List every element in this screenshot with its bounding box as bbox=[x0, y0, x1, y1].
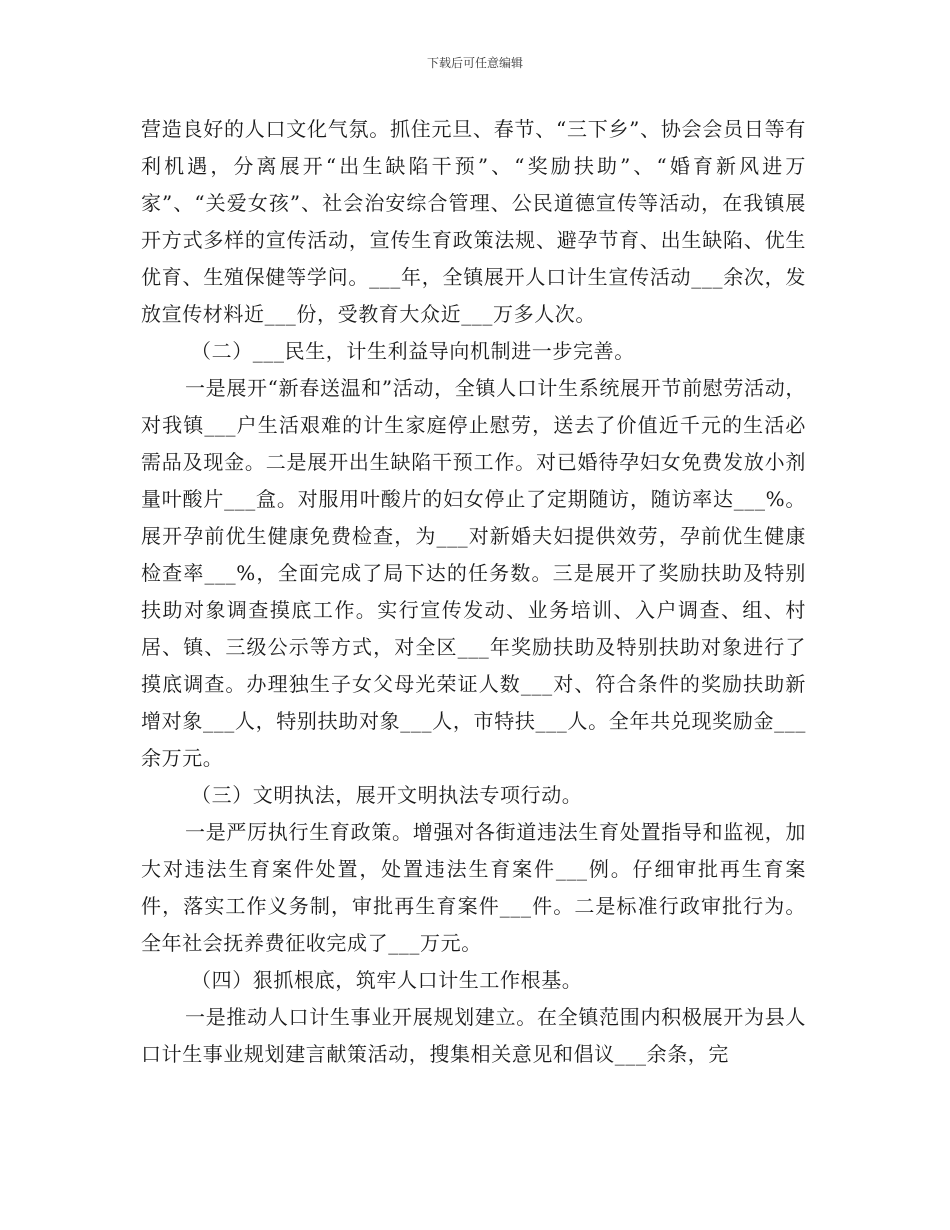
page-header: 下载后可任意编辑 bbox=[426, 56, 523, 70]
section-heading-4: （四）狠抓根底，筑牢人口计生工作根基。 bbox=[191, 968, 583, 992]
section-heading-3: （三）文明执法，展开文明执法专项行动。 bbox=[191, 783, 583, 807]
document-body bbox=[141, 111, 806, 1073]
paragraph-section-3: 一是严厉执行生育政策。增强对各街道违法生育处置指导和监视，加大对违法生育案件处置，处置违法生育案件___例。仔细审批再生育案件，落实工作义务制，审批再生育案件___件。二是标准行政审批行为。全年社会抚养费征收完成了___万元。 bbox=[141, 820, 806, 955]
paragraph-continued: 营造良好的人口文化气氛。抓住元旦、春节、“三下乡”、协会会员日等有利机遇，分离展开“出生缺陷干预”、“奖励扶助”、“婚育新风进万家”、“关爱女孩”、社会治安综合管理、公民道德宣传等活动，在我镇展开方式多样的宣传活动，宣传生育政策法规、避孕节育、出生缺陷、优生优育、生殖保健等学问。___年，全镇展开人口计生宣传活动___余次，发放宣传材料近___份，受教育大众近___万多人次。 bbox=[141, 117, 806, 326]
section-heading-2: （二）___民生，计生利益导向机制进一步完善。 bbox=[191, 339, 635, 363]
paragraph-section-2: 一是展开“新春送温和”活动，全镇人口计生系统展开节前慰劳活动，对我镇___户生活艰难的计生家庭停止慰劳，送去了价值近千元的生活必需品及现金。二是展开出生缺陷干预工作。对已婚待孕妇女免费发放小剂量叶酸片___盒。对服用叶酸片的妇女停止了定期随访，随访率达___%。展开孕前优生健康免费检查，为___对新婚夫妇提供效劳，孕前优生健康检查率___%，全面完成了局下达的任务数。三是展开了奖励扶助及特别扶助对象调查摸底工作。实行宣传发动、业务培训、入户调查、组、村居、镇、三级公示等方式，对全区___年奖励扶助及特别扶助对象进行了摸底调查。办理独生子女父母光荣证人数___对、符合条件的奖励扶助新增对象___人，特别扶助对象___人，市特扶___人。全年共兑现奖励金___余万元。 bbox=[141, 376, 806, 770]
paragraph-section-4: 一是推动人口计生事业开展规划建立。在全镇范围内积极展开为县人口计生事业规划建言献策活动，搜集相关意见和倡议___余条，完 bbox=[141, 1005, 806, 1066]
